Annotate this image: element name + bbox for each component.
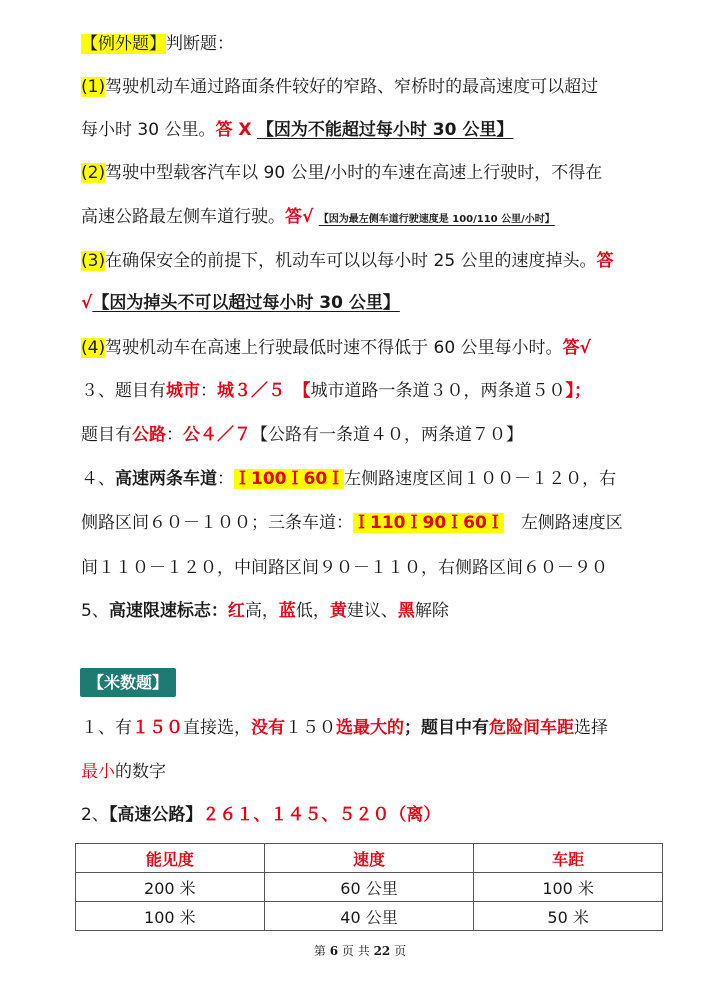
keyword-min: 最小 bbox=[81, 762, 115, 782]
question-text: 在确保安全的前提下，机动车可以以每小时 25 公里的速度掉头。 bbox=[105, 251, 597, 271]
keyword-speed-signs: 高速限速标志： bbox=[108, 601, 228, 621]
tip-text: ；题目中有 bbox=[404, 718, 489, 738]
meters-tip-2 bbox=[81, 803, 440, 827]
section-badge-meters: 【米数题】 bbox=[80, 668, 176, 697]
question-4-line bbox=[81, 336, 591, 360]
tip-text: 5、 bbox=[81, 601, 109, 621]
tip-text: １、有 bbox=[81, 718, 132, 738]
table-cell: 100 米 bbox=[76, 902, 265, 931]
tip-3-highway bbox=[81, 423, 523, 447]
table-row bbox=[76, 873, 663, 902]
color-red: 红 bbox=[227, 601, 245, 621]
footer-text: 页 共 bbox=[341, 944, 370, 958]
keyword-danger-distance: 危险间车距 bbox=[489, 718, 574, 738]
tip-text: 高， bbox=[244, 601, 279, 621]
meters-tip-1-line-a bbox=[81, 716, 608, 740]
table-cell: 100 米 bbox=[474, 873, 663, 902]
tip-5-signs bbox=[81, 599, 449, 623]
answer: 答 bbox=[596, 251, 614, 271]
question-1-line-a bbox=[81, 75, 598, 99]
section-badge-exceptions: 【例外题】 bbox=[81, 34, 166, 54]
footer-text: 第 bbox=[313, 944, 326, 958]
tip-text: 题目有 bbox=[81, 425, 132, 445]
question-3-line-a bbox=[81, 249, 614, 273]
page-total: 22 bbox=[373, 944, 391, 958]
mnemonic-city: 城３／５ bbox=[217, 381, 285, 401]
tip-text: 建议、 bbox=[346, 601, 398, 621]
visibility-table bbox=[75, 843, 663, 931]
tip-text: ３、题目有 bbox=[81, 381, 166, 401]
tip-4-line-b bbox=[81, 511, 623, 535]
question-text: 每小时 30 公里。 bbox=[81, 120, 216, 140]
question-1-line-b bbox=[81, 118, 513, 142]
question-text: 驾驶机动车在高速上行驶最低时速不得低于 60 公里每小时。 bbox=[105, 338, 563, 358]
tip-text: ４、 bbox=[81, 469, 115, 489]
table-cell: 40 公里 bbox=[264, 902, 474, 931]
tip-text: 间１１０－１２０，中间路区间９０－１１０，右侧路区间６０－９０ bbox=[81, 558, 608, 578]
page-footer bbox=[0, 942, 720, 959]
line-1 bbox=[81, 32, 234, 56]
tip-text: 左侧路速度区间１００－１２０，右 bbox=[344, 469, 617, 489]
question-2-line-b bbox=[81, 205, 555, 232]
question-text: 驾驶中型载客汽车以 90 公里/小时的车速在高速上行驶时，不得在 bbox=[105, 163, 603, 183]
number-150: １５０ bbox=[132, 718, 183, 738]
lane-speeds-three: Ｉ110Ｉ90Ｉ60Ｉ bbox=[353, 513, 504, 533]
tip-text: 解除 bbox=[414, 601, 449, 621]
question-number: (4) bbox=[81, 338, 106, 358]
header-distance: 车距 bbox=[474, 844, 663, 873]
lane-speeds-two: Ｉ100Ｉ60Ｉ bbox=[234, 469, 345, 489]
question-3-line-b bbox=[81, 291, 400, 315]
tip-text: 【公路有一条道４０，两条道７０】 bbox=[251, 425, 523, 445]
tip-text: 左侧路速度区 bbox=[520, 513, 623, 533]
table-cell: 200 米 bbox=[76, 873, 265, 902]
question-number: (2) bbox=[81, 163, 106, 183]
tip-text: ： bbox=[166, 425, 183, 445]
answer-note: 【因为最左侧车道行驶速度是 100/110 公里/小时】 bbox=[318, 214, 555, 225]
answer: 答√ bbox=[285, 207, 314, 227]
mnemonic-highway: 公４／７ bbox=[183, 425, 251, 445]
bracket: 】； bbox=[565, 381, 591, 401]
keyword-none: 没有 bbox=[251, 718, 285, 738]
meters-tip-1-line-b bbox=[81, 760, 166, 784]
color-black: 黑 bbox=[397, 601, 415, 621]
keyword-city: 城市 bbox=[166, 381, 200, 401]
keyword-max: 选最大的 bbox=[336, 718, 404, 738]
header-visibility: 能见度 bbox=[76, 844, 265, 873]
tip-text: 侧路区间６０－１００；三条车道： bbox=[81, 513, 353, 533]
answer: 答√ bbox=[562, 338, 591, 358]
table-header-row bbox=[76, 844, 663, 873]
tip-text: 的数字 bbox=[115, 762, 166, 782]
answer-note: 【因为掉头不可以超过每小时 30 公里】 bbox=[92, 293, 400, 313]
answer-note: 【因为不能超过每小时 30 公里】 bbox=[256, 120, 514, 140]
bracket: 【 bbox=[302, 381, 311, 401]
tip-text: 低， bbox=[295, 601, 330, 621]
question-2-line-a bbox=[81, 161, 602, 185]
tip-4-line-c bbox=[81, 556, 608, 580]
page-number: 6 bbox=[329, 944, 339, 958]
question-number: (3) bbox=[81, 251, 106, 271]
tip-text: 直接选， bbox=[183, 718, 251, 738]
line-text: 判断题： bbox=[166, 34, 234, 54]
question-text: 高速公路最左侧车道行驶。 bbox=[81, 207, 285, 227]
question-text: 驾驶机动车通过路面条件较好的窄路、窄桥时的最高速度可以超过 bbox=[105, 77, 599, 97]
tip-text: ： bbox=[217, 469, 234, 489]
question-number: (1) bbox=[81, 77, 106, 97]
table-cell: 60 公里 bbox=[264, 873, 474, 902]
tip-3-city bbox=[81, 379, 591, 403]
tip-text: １５０ bbox=[285, 718, 336, 738]
color-blue: 蓝 bbox=[278, 601, 296, 621]
tip-text: 城市道路一条道３０，两条道５０ bbox=[310, 381, 566, 401]
keyword-expressway: 【高速公路】 bbox=[108, 805, 203, 825]
tip-text: 选择 bbox=[574, 718, 608, 738]
color-yellow: 黄 bbox=[329, 601, 347, 621]
mnemonic-numbers: ２６１、１４５、５２０（离） bbox=[202, 805, 441, 825]
header-speed: 速度 bbox=[264, 844, 474, 873]
table-cell: 50 米 bbox=[474, 902, 663, 931]
table-row bbox=[76, 902, 663, 931]
footer-text: 页 bbox=[394, 944, 407, 958]
keyword-highway: 公路 bbox=[132, 425, 166, 445]
tip-text: ： bbox=[200, 381, 217, 401]
tip-4-line-a bbox=[81, 467, 616, 491]
tip-text: 2、 bbox=[81, 805, 109, 825]
keyword-two-lanes: 高速两条车道 bbox=[115, 469, 217, 489]
answer: 答 X bbox=[215, 120, 252, 140]
answer: √ bbox=[81, 293, 93, 313]
